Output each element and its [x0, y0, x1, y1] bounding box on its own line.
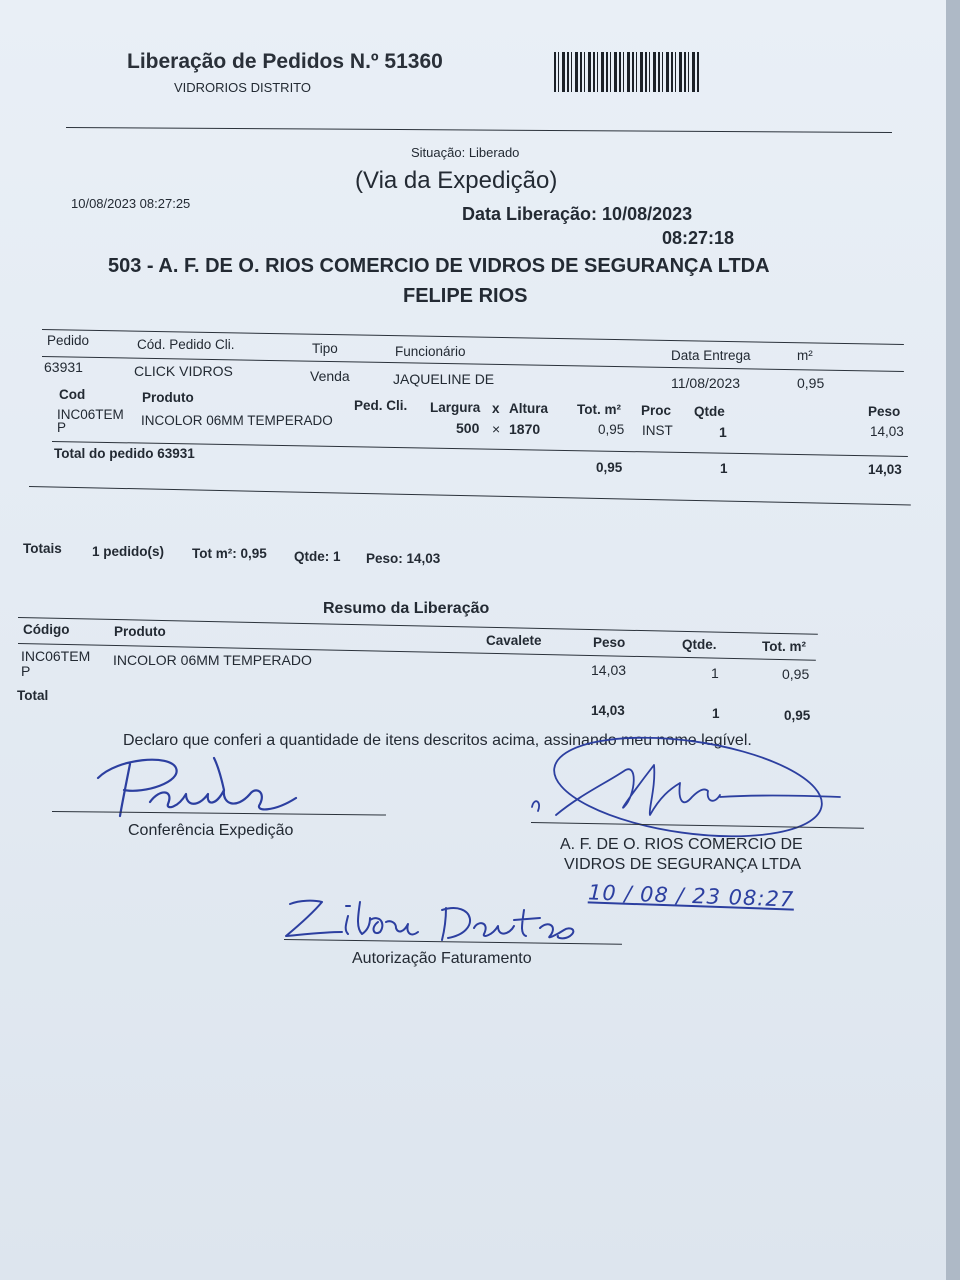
- totals-label: Totais: [23, 541, 62, 556]
- item-largura: 500: [456, 420, 480, 436]
- order-total-label: Total do pedido 63931: [54, 446, 195, 461]
- col-data-entrega: Data Entrega: [671, 348, 751, 363]
- declaration-text: Declaro que conferi a quantidade de itens descritos acima, assinando meu nome legível.: [123, 732, 752, 749]
- col-tot-m2: Tot. m²: [577, 402, 621, 417]
- tipo-value: Venda: [310, 368, 350, 384]
- item-cod-line2: P: [57, 420, 67, 435]
- col-produto: Produto: [142, 390, 194, 405]
- resumo-produto: INCOLOR 06MM TEMPERADO: [113, 652, 312, 668]
- resumo-cod-line1: INC06TEM: [21, 648, 91, 664]
- funcionario-value: JAQUELINE DE: [393, 371, 495, 387]
- autorizacao-label: Autorização Faturamento: [352, 950, 532, 967]
- col-cod-pedido-cli: Cód. Pedido Cli.: [137, 337, 235, 352]
- order-total-qtde: 1: [720, 461, 728, 476]
- resumo-total-label: Total: [17, 688, 49, 703]
- pedido-value: 63931: [44, 359, 83, 375]
- resumo-total-qtde: 1: [712, 706, 720, 721]
- item-qtde: 1: [719, 424, 727, 440]
- resumo-qtde: 1: [711, 665, 719, 681]
- item-proc: INST: [642, 423, 673, 438]
- order-total-peso: 14,03: [868, 462, 902, 477]
- company-signature-line1: A. F. DE O. RIOS COMERCIO DE: [560, 836, 803, 853]
- resumo-col-produto: Produto: [114, 624, 166, 639]
- item-produto: INCOLOR 06MM TEMPERADO: [141, 413, 333, 428]
- col-largura: Largura: [430, 400, 481, 415]
- resumo-peso: 14,03: [591, 662, 627, 678]
- branch-name: VIDRORIOS DISTRITO: [174, 80, 311, 95]
- resumo-col-codigo: Código: [23, 622, 70, 637]
- document-title: Liberação de Pedidos N.º 51360: [127, 50, 443, 73]
- release-time: 08:27:18: [662, 228, 735, 248]
- data-entrega-value: 11/08/2023: [671, 375, 741, 391]
- col-qtde: Qtde: [694, 404, 725, 419]
- barcode: [554, 52, 700, 92]
- col-m2: m²: [797, 348, 813, 363]
- resumo-cod-line2: P: [21, 663, 31, 679]
- col-funcionario: Funcionário: [395, 344, 466, 359]
- company-name: 503 - A. F. DE O. RIOS COMERCIO DE VIDROS DE SEGURANÇA LTDA: [108, 255, 770, 277]
- item-altura: 1870: [509, 421, 541, 437]
- totals-peso: Peso: 14,03: [366, 551, 441, 566]
- release-date: Data Liberação: 10/08/2023: [462, 204, 693, 224]
- resumo-col-tot-m2: Tot. m²: [762, 639, 806, 654]
- copy-type: (Via da Expedição): [355, 167, 558, 194]
- col-proc: Proc: [641, 403, 672, 418]
- handwritten-date: 10 / 08 / 23 08:27: [587, 880, 795, 912]
- item-peso: 14,03: [870, 424, 904, 439]
- item-cod-line1: INC06TEM: [57, 407, 124, 422]
- resumo-col-peso: Peso: [593, 635, 626, 650]
- page-edge: [946, 0, 960, 1280]
- totals-pedidos: 1 pedido(s): [92, 544, 165, 559]
- order-bottom-line: [29, 486, 911, 505]
- item-x: ×: [492, 421, 501, 437]
- printed-timestamp: 10/08/2023 08:27:25: [71, 196, 191, 211]
- resumo-total-m2: 0,95: [784, 708, 811, 723]
- totals-qtde: Qtde: 1: [294, 549, 341, 564]
- col-peso: Peso: [868, 404, 901, 419]
- col-pedido: Pedido: [47, 333, 90, 348]
- col-x: x: [492, 401, 500, 416]
- col-ped-cli: Ped. Cli.: [354, 398, 408, 413]
- resumo-total-peso: 14,03: [591, 703, 625, 718]
- resumo-title: Resumo da Liberação: [323, 600, 490, 617]
- m2-value: 0,95: [797, 375, 825, 391]
- item-tot-m2: 0,95: [598, 422, 625, 437]
- col-tipo: Tipo: [312, 341, 338, 356]
- company-signature-line2: VIDROS DE SEGURANÇA LTDA: [564, 856, 802, 873]
- status-text: Situação: Liberado: [411, 145, 520, 160]
- signature-vitoria: [278, 892, 588, 946]
- resumo-col-qtde: Qtde.: [682, 637, 717, 652]
- order-total-m2: 0,95: [596, 460, 623, 475]
- header-divider: [66, 127, 892, 133]
- conferencia-label: Conferência Expedição: [128, 822, 294, 839]
- resumo-tot-m2: 0,95: [782, 666, 810, 682]
- resumo-col-cavalete: Cavalete: [486, 633, 542, 648]
- col-altura: Altura: [509, 401, 549, 416]
- cod-pedido-cli-value: CLICK VIDROS: [134, 363, 233, 379]
- client-person: FELIPE RIOS: [403, 285, 528, 307]
- totals-m2: Tot m²: 0,95: [192, 546, 267, 561]
- col-cod: Cod: [59, 387, 86, 402]
